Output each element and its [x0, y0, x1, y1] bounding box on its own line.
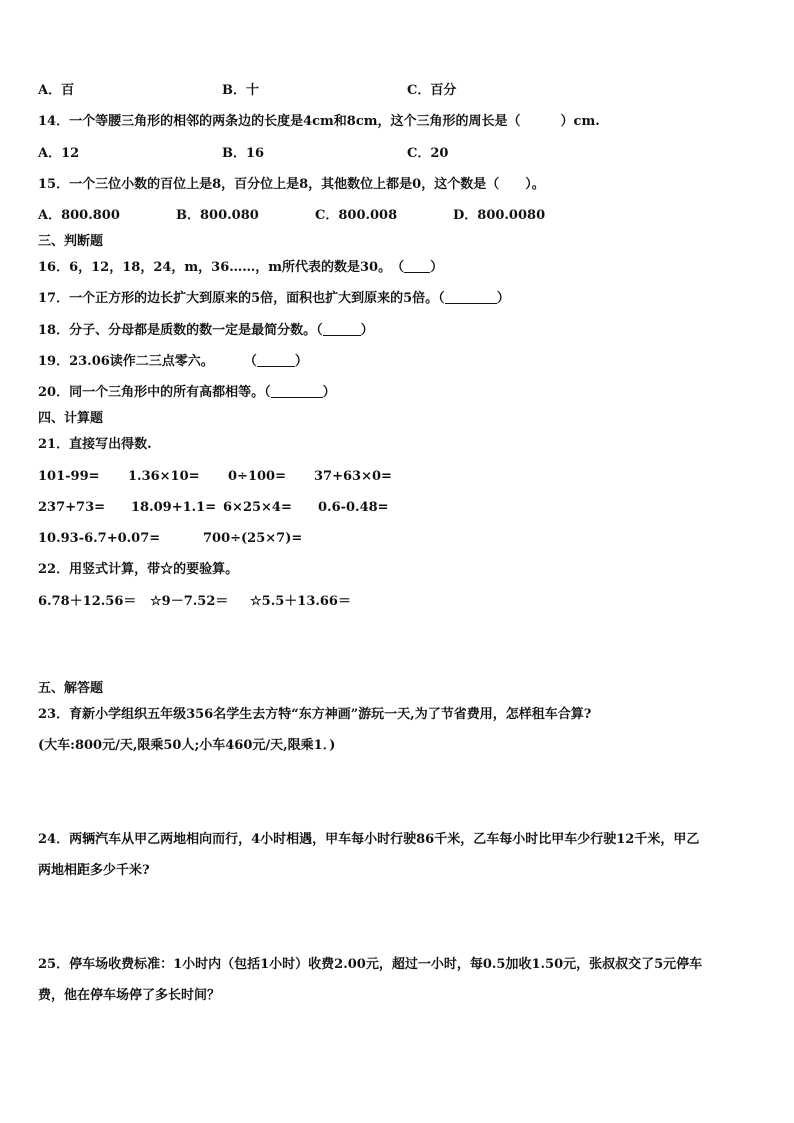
calc-item: 10.93-6.7+0.07=	[38, 531, 161, 546]
close-paren: ）	[322, 385, 336, 400]
question-20-stem: 20．同一个三角形中的所有高都相等。（	[38, 385, 271, 400]
answer-blank[interactable]	[445, 291, 497, 304]
option-a: A．12	[38, 146, 80, 161]
question-19	[38, 353, 308, 371]
question-16	[38, 259, 443, 277]
question-16-stem: 16．6，12，18，24，m，36……，m所代表的数是30。 （	[38, 260, 405, 275]
answer-blank[interactable]	[257, 354, 295, 367]
question-19-stem: 19．23.06读作二三点零六。	[38, 354, 214, 369]
section-title: 四、计算题	[38, 411, 104, 426]
calc-item: 18.09+1.1=	[131, 500, 217, 515]
question-17-stem: 17．一个正方形的边长扩大到原来的5倍，面积也扩大到原来的5倍。（	[38, 291, 445, 306]
option-d: D．800.0080	[453, 208, 546, 223]
section-title: 三、判断题	[38, 234, 104, 249]
question-24-cont: 两地相距多少千米?	[38, 863, 150, 878]
calc-item: 700÷(25×7)=	[203, 531, 303, 546]
question-21: 21．直接写出得数.	[38, 437, 152, 452]
option-c: C．20	[407, 146, 449, 161]
question-14-unit: ）cm.	[560, 114, 600, 129]
option-b: B．十	[222, 83, 259, 98]
calc-item: 6.78＋12.56＝	[38, 594, 137, 609]
calc-item: ☆5.5＋13.66＝	[250, 594, 351, 609]
calc-item: 237+73=	[38, 500, 106, 515]
option-c: C．百分	[407, 83, 457, 98]
question-18-stem: 18．分子、分母都是质数的数一定是最简分数。（	[38, 323, 323, 338]
question-15: 15．一个三位小数的百位上是8，百分位上是8，其他数位上都是0，这个数是（ ）。	[38, 177, 545, 192]
question-23-note: (大车:800元/天,限乘50人;小车460元/天,限乘1．)	[38, 738, 336, 753]
close-paren: ）	[360, 323, 374, 338]
close-paren: ）	[496, 291, 510, 306]
calc-item: 0.6-0.48=	[318, 500, 389, 515]
open-paren: （	[243, 354, 257, 369]
option-b: B．16	[222, 146, 265, 161]
calc-item: 101-99=	[38, 469, 100, 484]
option-b: B．800.080	[176, 208, 259, 223]
calc-item: 37+63×0=	[314, 469, 392, 484]
option-a: A．百	[38, 83, 75, 98]
question-22: 22．用竖式计算，带☆的要验算。	[38, 562, 239, 577]
close-paren: ）	[430, 260, 444, 275]
question-14	[38, 113, 600, 131]
calc-item: 0÷100=	[228, 469, 286, 484]
question-23: 23．育新小学组织五年级356名学生去方特“东方神画”游玩一天,为了节省费用，怎样租车合算?	[38, 707, 592, 722]
question-24: 24．两辆汽车从甲乙两地相向而行，4小时相遇，甲车每小时行驶86千米，乙车每小时比甲车少行驶12千米，甲乙	[38, 832, 700, 847]
answer-blank[interactable]	[271, 385, 323, 398]
close-paren: ）	[294, 354, 308, 369]
question-17	[38, 290, 510, 308]
question-25: 25．停车场收费标准：1小时内（包括1小时）收费2.00元，超过一小时，每0.5加收1.50元，张叔叔交了5元停车	[38, 957, 703, 972]
question-25-cont: 费，他在停车场停了多长时间？	[38, 988, 221, 1003]
question-18	[38, 322, 374, 340]
question-20	[38, 384, 336, 402]
option-a: A．800.800	[38, 208, 120, 223]
calc-item: 6×25×4=	[223, 500, 292, 515]
section-title: 五、解答题	[38, 681, 104, 696]
calc-item: ☆9－7.52＝	[150, 594, 229, 609]
answer-blank[interactable]	[404, 260, 430, 273]
question-14-stem: 14．一个等腰三角形的相邻的两条边的长度是4cm和8cm，这个三角形的周长是（	[38, 114, 521, 129]
answer-blank[interactable]	[323, 323, 361, 336]
calc-item: 1.36×10=	[128, 469, 200, 484]
option-c: C．800.008	[315, 208, 398, 223]
